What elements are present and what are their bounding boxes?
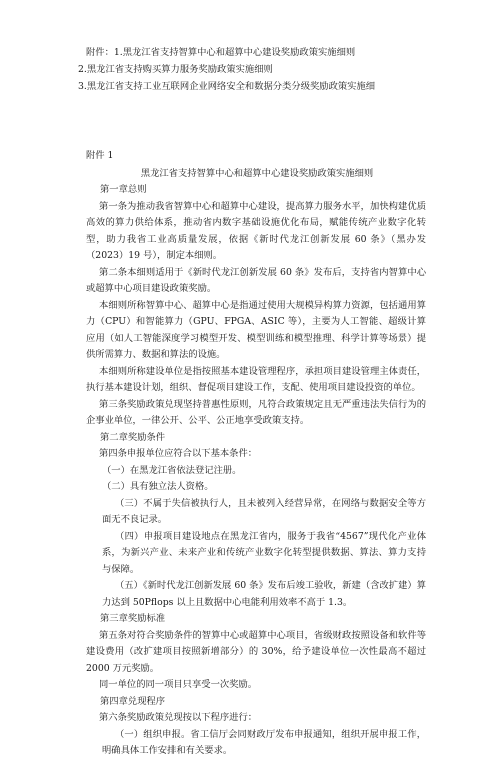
- article-paragraph: 本细则所称智算中心、超算中心是指通过使用大规模异构算力资源，包括通用算力（CPU）和智能算力（GPU、FPGA、ASIC 等），主要为人工智能、超级计算应用（如人工智能深度学习模型开发、模型训练和模型推理、科学计算等场景）提供所需算力、数据和算法的设施。: [86, 299, 426, 360]
- condition-item: （一）在黑龙江省依法登记注册。: [102, 464, 242, 476]
- article-paragraph: 第二条本细则适用于《新时代龙江创新发展 60 条》发布后，支持省内智算中心或超算中心项目建设政策奖励。: [86, 266, 426, 294]
- article-paragraph: 第三条奖励政策兑现坚持普惠性原则，凡符合政策规定且无严重违法失信行为的企事业单位，一律公开、公平、公正地享受政策支持。: [86, 398, 426, 426]
- annex-label: 附件 1: [86, 150, 114, 161]
- procedure-item: （一）组织申报。省工信厅会同财政厅发布申报通知，组织开展申报工作，明确具体工作安排和有关要求。: [102, 728, 426, 756]
- article-paragraph: 第一条为推动我省智算中心和超算中心建设，提高算力服务水平，加快构建优质高效的算力供给体系，推动省内数字基础设施优化布局，赋能传统产业数字化转型，助力我省工业高质量发展，依据《新时代龙江创新发展 60 条》（黑办发（2023）19 号），制定本细则。: [86, 200, 426, 261]
- document-title: 黑龙江省支持智算中心和超算中心建设奖励政策实施细则: [140, 167, 374, 179]
- chapter-heading: 第一章总则: [100, 184, 147, 195]
- attachment-item: 2.黑龙江省支持购买算力服务奖励政策实施细则: [78, 64, 273, 75]
- article-paragraph: 同一单位的同一项目只享受一次奖励。: [99, 679, 258, 690]
- article-paragraph: 第四条申报单位应符合以下基本条件：: [99, 448, 258, 459]
- condition-item: （二）具有独立法人资格。: [102, 481, 214, 492]
- attachment-item: 3.黑龙江省支持工业互联网企业网络安全和数据分类分级奖励政策实施细: [78, 81, 376, 92]
- document-body: [86, 148, 426, 760]
- article-paragraph: 本细则所称建设单位是指按照基本建设管理程序，承担项目建设管理主体责任，执行基本建设计划，组织、督促项目建设工作，支配、使用项目建设投资的单位。: [86, 365, 426, 393]
- article-paragraph: 第六条奖励政策兑现按以下程序进行：: [99, 712, 258, 723]
- chapter-heading: 第二章奖励条件: [100, 431, 166, 443]
- chapter-heading: 第四章兑现程序: [100, 695, 166, 707]
- condition-item: （五）《新时代龙江创新发展 60 条》发布后竣工验收，新建（含改扩建）算力达到 50Pflops 以上且数据中心电能利用效率不高于 1.3。: [102, 580, 426, 608]
- article-paragraph: 第五条对符合奖励条件的智算中心或超算中心项目，省级财政按照设备和软件等建设费用（改扩建项目按照新增部分）的 30%，给予建设单位一次性最高不超过 2000 万元奖励。: [86, 629, 426, 674]
- condition-item: （三）不属于失信被执行人，且未被列入经营异常，在网络与数据安全等方面无不良记录。: [102, 497, 426, 525]
- chapter-heading: 第三章奖励标准: [100, 613, 166, 624]
- attachment-list: [78, 44, 486, 95]
- attachment-item: 附件：1.黑龙江省支持智算中心和超算中心建设奖励政策实施细则: [86, 47, 356, 58]
- condition-item: （四）申报项目建设地点在黑龙江省内，服务于我省“4567”现代化产业体系，为新兴产业、未来产业和传统产业数字化转型提供数据、算法、算力支持与保障。: [102, 530, 426, 575]
